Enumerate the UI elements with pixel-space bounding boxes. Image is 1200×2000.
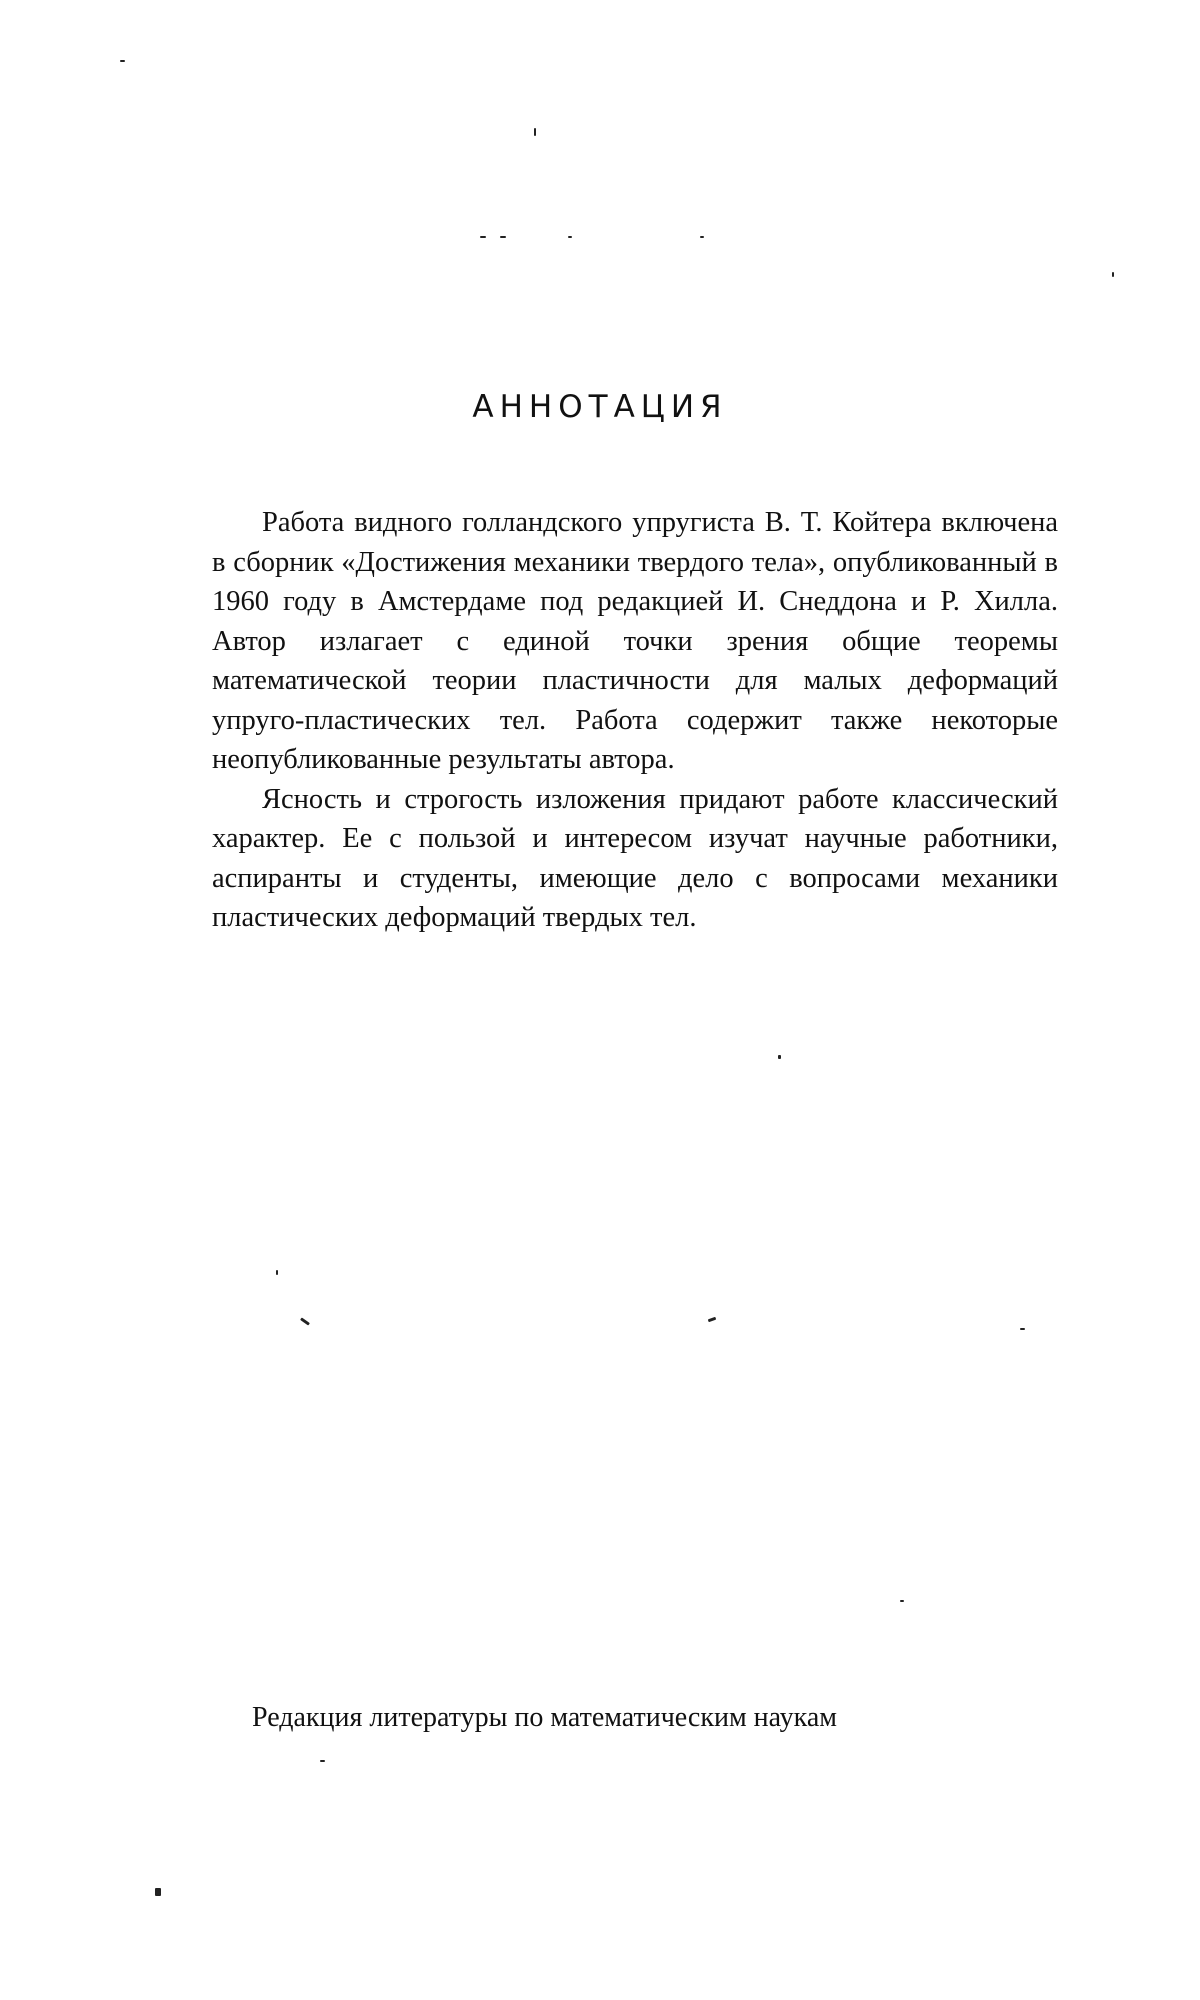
scan-speck <box>1020 1328 1025 1330</box>
scan-speck <box>700 236 704 238</box>
annotation-body <box>212 503 1058 938</box>
scan-speck <box>1112 272 1114 277</box>
scan-speck <box>900 1600 904 1602</box>
scan-speck <box>155 1888 161 1896</box>
annotation-paragraph-1: Работа видного голландского упругиста В. Т. Койтера включена в сборник «Достижения механики твердого тела», опубликованный в 1960 году в Амстердаме под редакцией И. Снеддона и Р. Хилла. Автор излагает с единой точки зрения общие теоремы математической теории пластичности для малых деформаций упруго-пластических тел. Работа содержит также некоторые неопубликованные результаты автора. <box>212 507 1058 775</box>
scan-speck <box>568 236 572 238</box>
scan-speck <box>320 1760 325 1762</box>
scan-speck <box>300 1317 310 1325</box>
scan-speck <box>708 1317 717 1323</box>
annotation-title: АННОТАЦИЯ <box>472 388 728 425</box>
scan-speck <box>534 128 536 136</box>
scan-speck <box>500 236 506 238</box>
scan-speck <box>120 60 125 62</box>
scan-speck <box>276 1270 278 1275</box>
annotation-paragraph-2: Ясность и строгость изложения придают работе классический характер. Ее с пользой и интересом изучат научные работники, аспиранты и студенты, имеющие дело с вопросами механики пластических деформаций твердых тел. <box>212 783 1058 933</box>
scan-speck <box>480 236 486 238</box>
publisher-note: Редакция литературы по математическим наукам <box>252 1702 837 1733</box>
scan-speck <box>778 1055 781 1059</box>
